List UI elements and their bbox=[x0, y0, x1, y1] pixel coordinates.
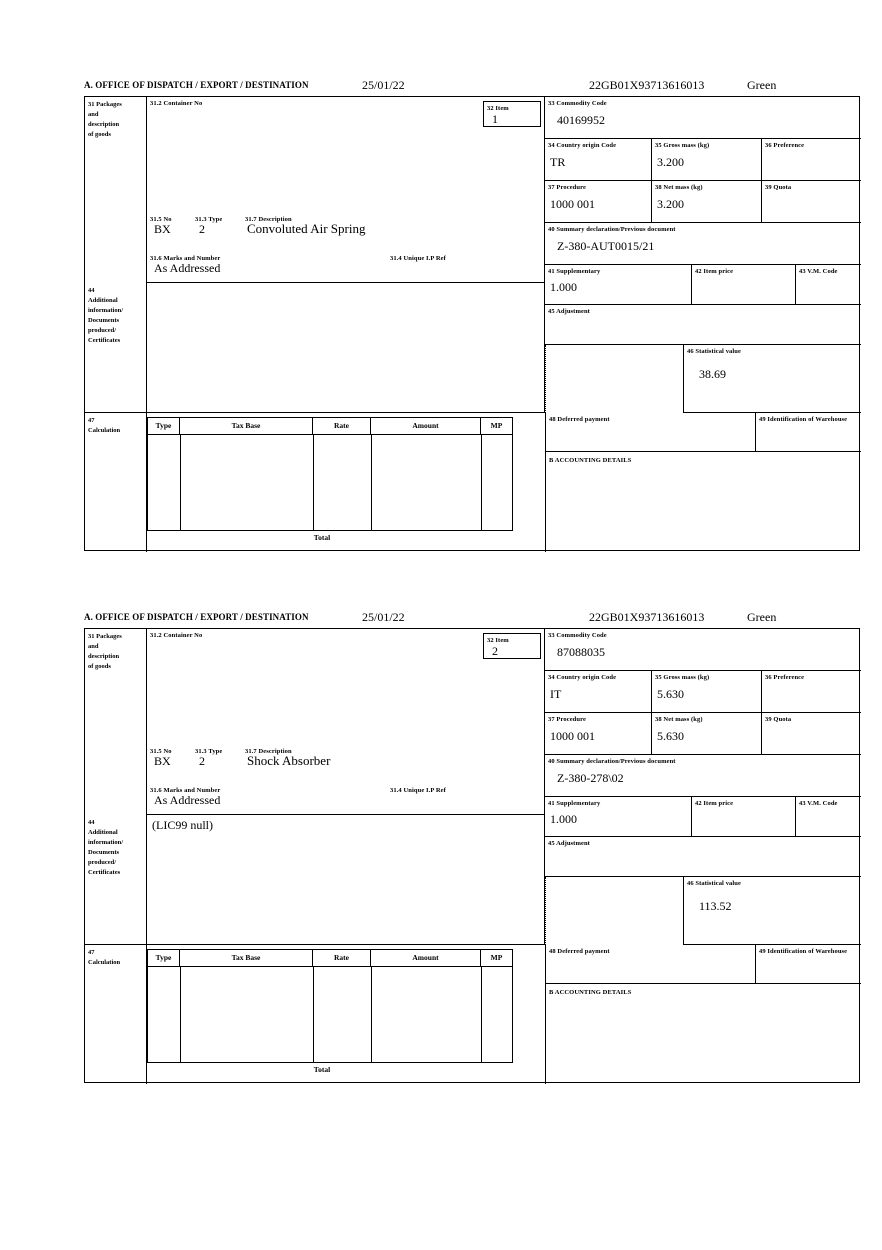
calculation-table bbox=[147, 945, 545, 1084]
packages-type-value: BX bbox=[154, 754, 171, 768]
calc-header-amount: Amount bbox=[371, 949, 481, 967]
box-37-procedure bbox=[545, 713, 652, 755]
box-39-quota bbox=[762, 181, 861, 223]
box-33-label: 33 Commodity Code bbox=[548, 632, 607, 639]
calc-total-label: Total bbox=[313, 533, 331, 542]
box-49-label: 49 Identification of Warehouse bbox=[759, 948, 848, 955]
box-39-label: 39 Quota bbox=[765, 716, 792, 723]
calc-header-tax-base: Tax Base bbox=[180, 949, 313, 967]
calc-col-divider-2 bbox=[313, 967, 314, 1063]
statistical-value: 38.69 bbox=[699, 367, 726, 382]
box-45-adjustment bbox=[545, 837, 861, 877]
box-31-6-label: 31.6 Marks and Number bbox=[150, 787, 221, 794]
box-35-gross-mass bbox=[652, 139, 762, 181]
box-46-dotted-divider bbox=[545, 877, 546, 945]
box-40-label: 40 Summary declaration/Previous document bbox=[548, 758, 676, 765]
declaration-sheet-item-2 bbox=[84, 610, 862, 1083]
box-42-item-price bbox=[692, 265, 796, 305]
box-33-commodity-code bbox=[545, 629, 861, 671]
box-48-deferred-payment bbox=[545, 945, 756, 984]
box-34-country-origin bbox=[545, 671, 652, 713]
box-45-label: 45 Adjustment bbox=[548, 308, 590, 315]
box-48-deferred-payment bbox=[545, 413, 756, 452]
declaration-date: 25/01/22 bbox=[362, 78, 405, 92]
box-31-2-label: 31.2 Container No bbox=[150, 100, 203, 107]
packages-no-value: 2 bbox=[199, 222, 205, 236]
box-45-label: 45 Adjustment bbox=[548, 840, 590, 847]
box-43-label: 43 V.M. Code bbox=[799, 800, 838, 807]
box-44-label-cell bbox=[85, 283, 147, 413]
box-40-previous-document bbox=[545, 223, 861, 265]
calc-col-divider-4 bbox=[481, 435, 482, 531]
box-b-label: B ACCOUNTING DETAILS bbox=[549, 457, 632, 464]
box-37-label: 37 Procedure bbox=[548, 184, 586, 191]
box-41-label: 41 Supplementary bbox=[548, 268, 601, 275]
declaration-date: 25/01/22 bbox=[362, 610, 405, 624]
item-number-value: 1 bbox=[492, 112, 498, 126]
calc-header-type: Type bbox=[147, 417, 180, 435]
office-of-dispatch-label: A. OFFICE OF DISPATCH / EXPORT / DESTINATION bbox=[84, 80, 309, 90]
box-31-4-label: 31.4 Unique I.P Ref bbox=[390, 255, 446, 262]
box-39-quota bbox=[762, 713, 861, 755]
gross-mass-value: 3.200 bbox=[657, 155, 684, 170]
calc-header-rate: Rate bbox=[313, 949, 371, 967]
box-32-item bbox=[483, 101, 541, 127]
box-33-label: 33 Commodity Code bbox=[548, 100, 607, 107]
movement-reference-number: 22GB01X93713616013 bbox=[589, 78, 705, 92]
calc-header-type: Type bbox=[147, 949, 180, 967]
box-42-label: 42 Item price bbox=[695, 268, 734, 275]
box-44-content bbox=[147, 283, 545, 413]
box-35-label: 35 Gross mass (kg) bbox=[655, 674, 710, 681]
box-38-label: 38 Net mass (kg) bbox=[655, 716, 703, 723]
box-31-label: 31 Packages and description of goods bbox=[88, 633, 122, 671]
sheet-header bbox=[84, 610, 862, 628]
packages-type-value: BX bbox=[154, 222, 171, 236]
box-31-label-cell bbox=[85, 97, 147, 283]
box-44-label-cell bbox=[85, 815, 147, 945]
previous-document-value: Z-380-AUT0015/21 bbox=[557, 239, 655, 254]
box-44-label: 44 Additional information/ Documents produced/ Certificates bbox=[88, 819, 124, 877]
box-48-label: 48 Deferred payment bbox=[549, 948, 610, 955]
box-37-label: 37 Procedure bbox=[548, 716, 586, 723]
previous-document-value: Z-380-278\02 bbox=[557, 771, 624, 786]
box-31-label-cell bbox=[85, 629, 147, 815]
box-43-label: 43 V.M. Code bbox=[799, 268, 838, 275]
box-31-7-label: 31.7 Description bbox=[245, 216, 292, 223]
box-31-7-label: 31.7 Description bbox=[245, 748, 292, 755]
box-37-procedure bbox=[545, 181, 652, 223]
country-origin-value: IT bbox=[550, 687, 562, 702]
calc-col-divider-4 bbox=[481, 967, 482, 1063]
additional-information-value: (LIC99 null) bbox=[152, 818, 213, 832]
box-36-preference bbox=[762, 671, 861, 713]
box-47-label-cell bbox=[85, 413, 147, 552]
statistical-value: 113.52 bbox=[699, 899, 732, 914]
calc-header-mp: MP bbox=[481, 417, 513, 435]
calc-col-divider-3 bbox=[371, 967, 372, 1063]
box-34-label: 34 Country origin Code bbox=[548, 674, 617, 681]
calc-col-divider-1 bbox=[180, 967, 181, 1063]
box-38-net-mass bbox=[652, 713, 762, 755]
box-46-statistical-value bbox=[683, 877, 861, 945]
commodity-code-value: 40169952 bbox=[557, 113, 605, 128]
calc-header-mp: MP bbox=[481, 949, 513, 967]
net-mass-value: 3.200 bbox=[657, 197, 684, 212]
item-number-value: 2 bbox=[492, 644, 498, 658]
sheet-header bbox=[84, 78, 862, 96]
box-31-3-label: 31.3 Type bbox=[195, 216, 223, 223]
box-41-supplementary bbox=[545, 797, 692, 837]
supplementary-value: 1.000 bbox=[550, 812, 577, 827]
calc-header-tax-base: Tax Base bbox=[180, 417, 313, 435]
box-46-label: 46 Statistical value bbox=[687, 348, 741, 355]
calc-col-divider-2 bbox=[313, 435, 314, 531]
box-31-5-label: 31.5 No bbox=[150, 748, 172, 755]
calculation-table bbox=[147, 413, 545, 552]
box-49-warehouse bbox=[756, 945, 861, 984]
box-35-label: 35 Gross mass (kg) bbox=[655, 142, 710, 149]
box-b-label: B ACCOUNTING DETAILS bbox=[549, 989, 632, 996]
box-31-4-label: 31.4 Unique I.P Ref bbox=[390, 787, 446, 794]
box-48-label: 48 Deferred payment bbox=[549, 416, 610, 423]
box-39-label: 39 Quota bbox=[765, 184, 792, 191]
box-42-item-price bbox=[692, 797, 796, 837]
box-41-supplementary bbox=[545, 265, 692, 305]
box-44-label: 44 Additional information/ Documents produced/ Certificates bbox=[88, 287, 124, 345]
box-47-label: 47 Calculation bbox=[88, 417, 121, 435]
box-49-warehouse bbox=[756, 413, 861, 452]
box-33-commodity-code bbox=[545, 97, 861, 139]
box-43-vm-code bbox=[796, 265, 861, 305]
procedure-value: 1000 001 bbox=[550, 197, 595, 212]
box-40-previous-document bbox=[545, 755, 861, 797]
box-41-label: 41 Supplementary bbox=[548, 800, 601, 807]
box-b-accounting-details bbox=[545, 984, 861, 1084]
box-35-gross-mass bbox=[652, 671, 762, 713]
supplementary-value: 1.000 bbox=[550, 280, 577, 295]
box-40-label: 40 Summary declaration/Previous document bbox=[548, 226, 676, 233]
box-49-label: 49 Identification of Warehouse bbox=[759, 416, 848, 423]
box-32-label: 32 Item bbox=[487, 105, 509, 112]
box-31-5-label: 31.5 No bbox=[150, 216, 172, 223]
goods-description-value: Shock Absorber bbox=[247, 753, 331, 768]
box-47-label-cell bbox=[85, 945, 147, 1084]
box-46-label: 46 Statistical value bbox=[687, 880, 741, 887]
box-32-label: 32 Item bbox=[487, 637, 509, 644]
country-origin-value: TR bbox=[550, 155, 566, 170]
box-32-item bbox=[483, 633, 541, 659]
movement-reference-number: 22GB01X93713616013 bbox=[589, 610, 705, 624]
box-46-dotted-divider bbox=[545, 345, 546, 413]
box-b-accounting-details bbox=[545, 452, 861, 552]
box-31-6-label: 31.6 Marks and Number bbox=[150, 255, 221, 262]
box-36-label: 36 Preference bbox=[765, 142, 805, 149]
calc-total-label: Total bbox=[313, 1065, 331, 1074]
calc-body bbox=[147, 435, 513, 531]
box-38-net-mass bbox=[652, 181, 762, 223]
box-34-label: 34 Country origin Code bbox=[548, 142, 617, 149]
marks-and-number-value: As Addressed bbox=[154, 793, 221, 807]
box-34-country-origin bbox=[545, 139, 652, 181]
box-46-statistical-value bbox=[683, 345, 861, 413]
calc-header-rate: Rate bbox=[313, 417, 371, 435]
office-of-dispatch-label: A. OFFICE OF DISPATCH / EXPORT / DESTINATION bbox=[84, 612, 309, 622]
additional-information-value bbox=[147, 283, 544, 287]
box-31-2-label: 31.2 Container No bbox=[150, 632, 203, 639]
procedure-value: 1000 001 bbox=[550, 729, 595, 744]
calc-col-divider-3 bbox=[371, 435, 372, 531]
box-36-preference bbox=[762, 139, 861, 181]
box-43-vm-code bbox=[796, 797, 861, 837]
box-44-content bbox=[147, 815, 545, 945]
net-mass-value: 5.630 bbox=[657, 729, 684, 744]
goods-description-value: Convoluted Air Spring bbox=[247, 221, 366, 236]
box-47-label: 47 Calculation bbox=[88, 949, 121, 967]
marks-and-number-value: As Addressed bbox=[154, 261, 221, 275]
box-31-3-label: 31.3 Type bbox=[195, 748, 223, 755]
clearance-lane: Green bbox=[747, 610, 777, 624]
calc-col-divider-1 bbox=[180, 435, 181, 531]
declaration-grid bbox=[84, 628, 860, 1083]
commodity-code-value: 87088035 bbox=[557, 645, 605, 660]
clearance-lane: Green bbox=[747, 78, 777, 92]
packages-no-value: 2 bbox=[199, 754, 205, 768]
box-36-label: 36 Preference bbox=[765, 674, 805, 681]
calc-header-amount: Amount bbox=[371, 417, 481, 435]
calc-body bbox=[147, 967, 513, 1063]
box-38-label: 38 Net mass (kg) bbox=[655, 184, 703, 191]
box-31-label: 31 Packages and description of goods bbox=[88, 101, 122, 139]
declaration-sheet-item-1 bbox=[84, 78, 862, 551]
gross-mass-value: 5.630 bbox=[657, 687, 684, 702]
box-45-adjustment bbox=[545, 305, 861, 345]
declaration-grid bbox=[84, 96, 860, 551]
box-42-label: 42 Item price bbox=[695, 800, 734, 807]
